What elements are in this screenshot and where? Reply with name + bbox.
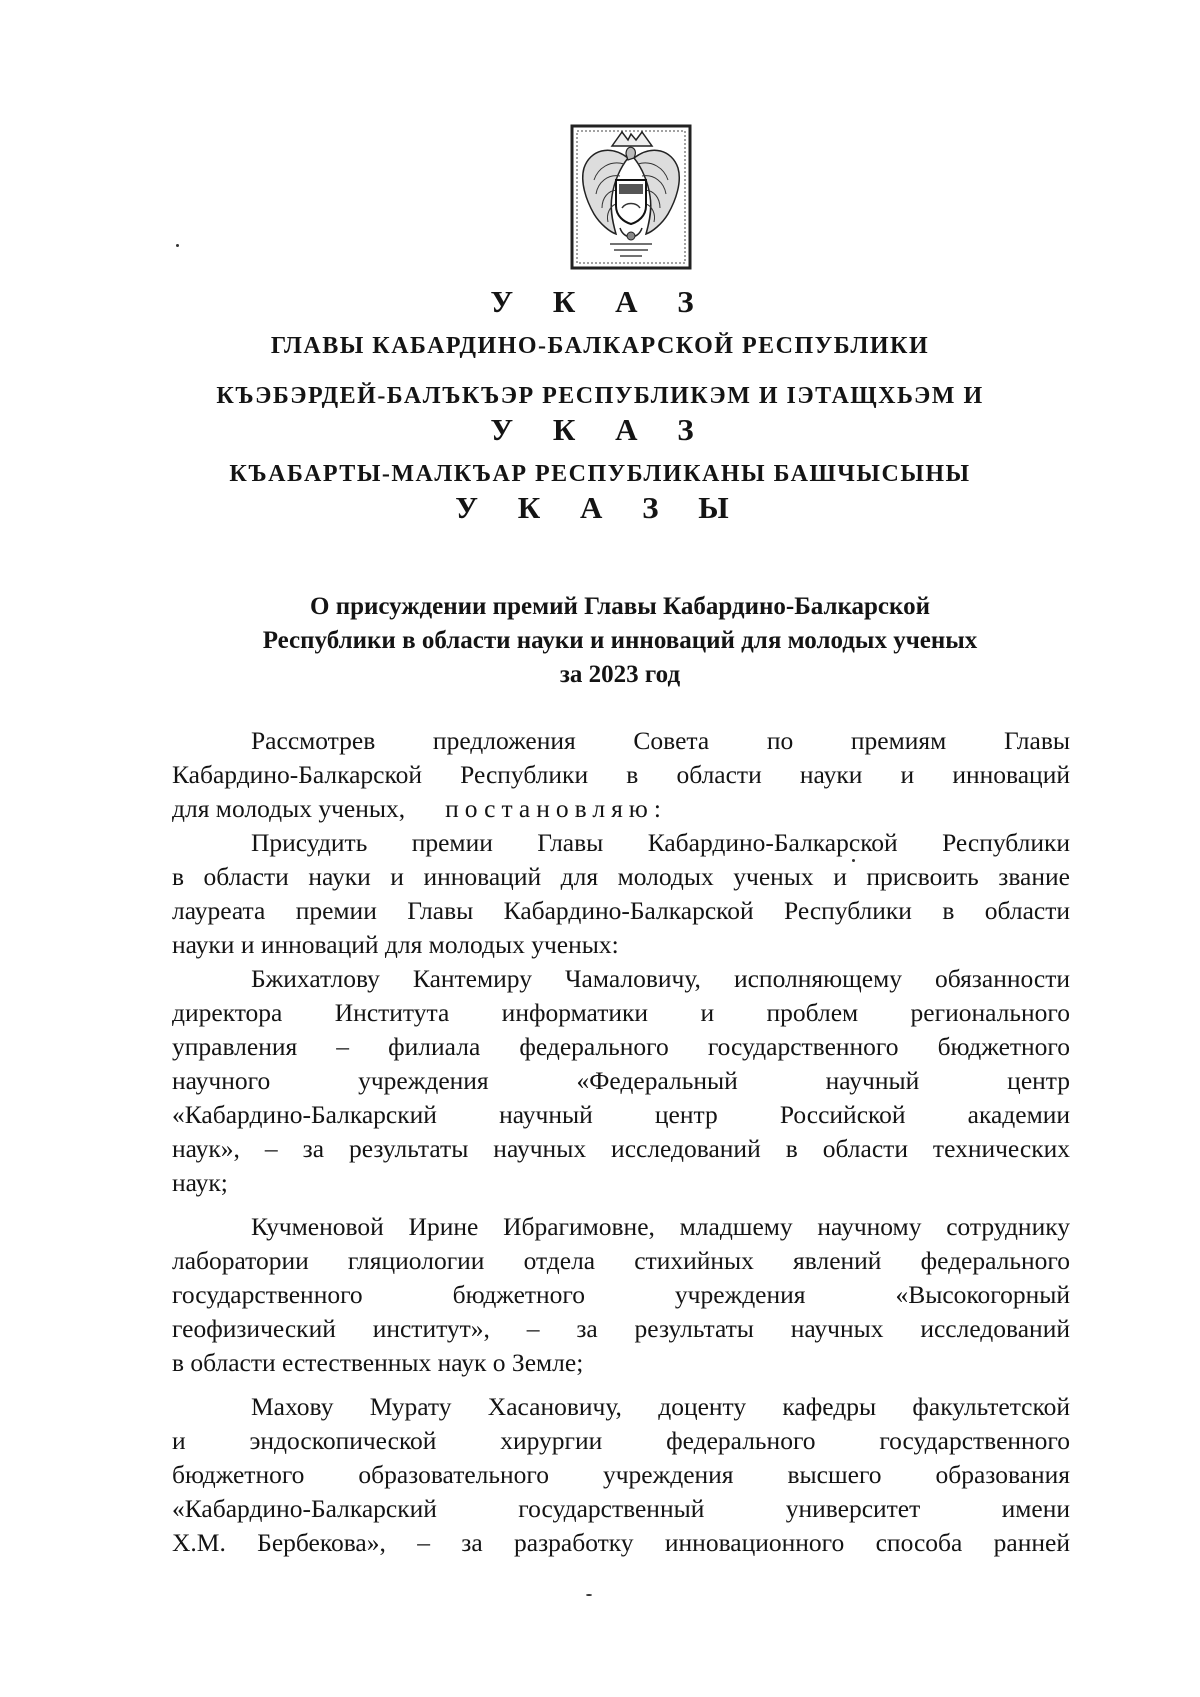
body-line: научного учреждения «Федеральный научный центр	[172, 1066, 1070, 1095]
decree-body	[172, 724, 1070, 1560]
body-line: Присудить премии Главы Кабардино-Балкарской Республики	[251, 828, 1070, 857]
body-line: лаборатории гляциологии отдела стихийных явлений федерального	[172, 1246, 1070, 1275]
resolve-word: постановляю:	[445, 794, 667, 823]
body-line: Х.М. Бербекова», – за разработку инновационного способа ранней	[172, 1528, 1070, 1557]
body-line: «Кабардино-Балкарский государственный университет имени	[172, 1494, 1070, 1523]
paragraph-laureate-1	[172, 962, 1070, 1200]
body-line: геофизический институт», – за результаты научных исследований	[172, 1314, 1070, 1343]
scan-dot	[176, 244, 179, 247]
head-title-ru: ГЛАВЫ КАБАРДИНО-БАЛКАРСКОЙ РЕСПУБЛИКИ	[270, 333, 930, 359]
body-line: Рассмотрев предложения Совета по премиям Главы	[251, 726, 1070, 755]
body-line	[172, 792, 1070, 826]
paragraph-award	[172, 826, 1070, 962]
head-title-krc: КЪАБАРТЫ-МАЛКЪАР РЕСПУБЛИКАНЫ БАШЧЫСЫНЫ	[229, 461, 971, 487]
body-line: в области науки и инноваций для молодых ученых и присвоить звание	[172, 862, 1070, 891]
scan-dot	[586, 1594, 592, 1596]
decree-title	[200, 590, 1040, 692]
body-line: Махову Мурату Хасановичу, доценту кафедры факультетской	[251, 1392, 1070, 1421]
body-line: в области естественных наук о Земле;	[172, 1348, 584, 1377]
decree-heading-krc: У К А З Ы	[455, 490, 745, 525]
body-line: Кабардино-Балкарской Республики в области науки и инноваций	[172, 760, 1070, 789]
body-line: государственного бюджетного учреждения «Высокогорный	[172, 1280, 1070, 1309]
paragraph-laureate-3	[172, 1390, 1070, 1560]
body-line: лауреата премии Главы Кабардино-Балкарской Республики в области	[172, 896, 1070, 925]
body-line: Кучменовой Ирине Ибрагимовне, младшему научному сотруднику	[251, 1212, 1070, 1241]
title-line: Республики в области науки и инноваций для молодых ученых	[262, 627, 978, 654]
body-text: для молодых ученых,	[172, 794, 406, 823]
decree-heading-ru: У К А З	[490, 284, 710, 319]
body-line: бюджетного образовательного учреждения высшего образования	[172, 1460, 1070, 1489]
coat-of-arms-icon	[570, 124, 692, 270]
body-line: наук», – за результаты научных исследований в области технических	[172, 1134, 1070, 1163]
body-line: Бжихатлову Кантемиру Чамаловичу, исполняющему обязанности	[251, 964, 1070, 993]
body-line: и эндоскопической хирургии федерального государственного	[172, 1426, 1070, 1455]
body-line: наук;	[172, 1168, 228, 1197]
paragraph-laureate-2	[172, 1210, 1070, 1380]
body-line: «Кабардино-Балкарский научный центр Российской академии	[172, 1100, 1070, 1129]
head-title-kbd: КЪЭБЭРДЕЙ-БАЛЪКЪЭР РЕСПУБЛИКЭМ И ІЭТАЩХЬЭМ И	[216, 383, 984, 409]
title-line: за 2023 год	[559, 661, 681, 688]
body-line: управления – филиала федерального государственного бюджетного	[172, 1032, 1070, 1061]
paragraph-preamble	[172, 724, 1070, 826]
title-line: О присуждении премий Главы Кабардино-Балкарской	[310, 593, 930, 620]
decree-heading-kbd: У К А З	[490, 412, 710, 447]
body-line: науки и инноваций для молодых ученых:	[172, 930, 619, 959]
body-line: директора Института информатики и проблем регионального	[172, 998, 1070, 1027]
